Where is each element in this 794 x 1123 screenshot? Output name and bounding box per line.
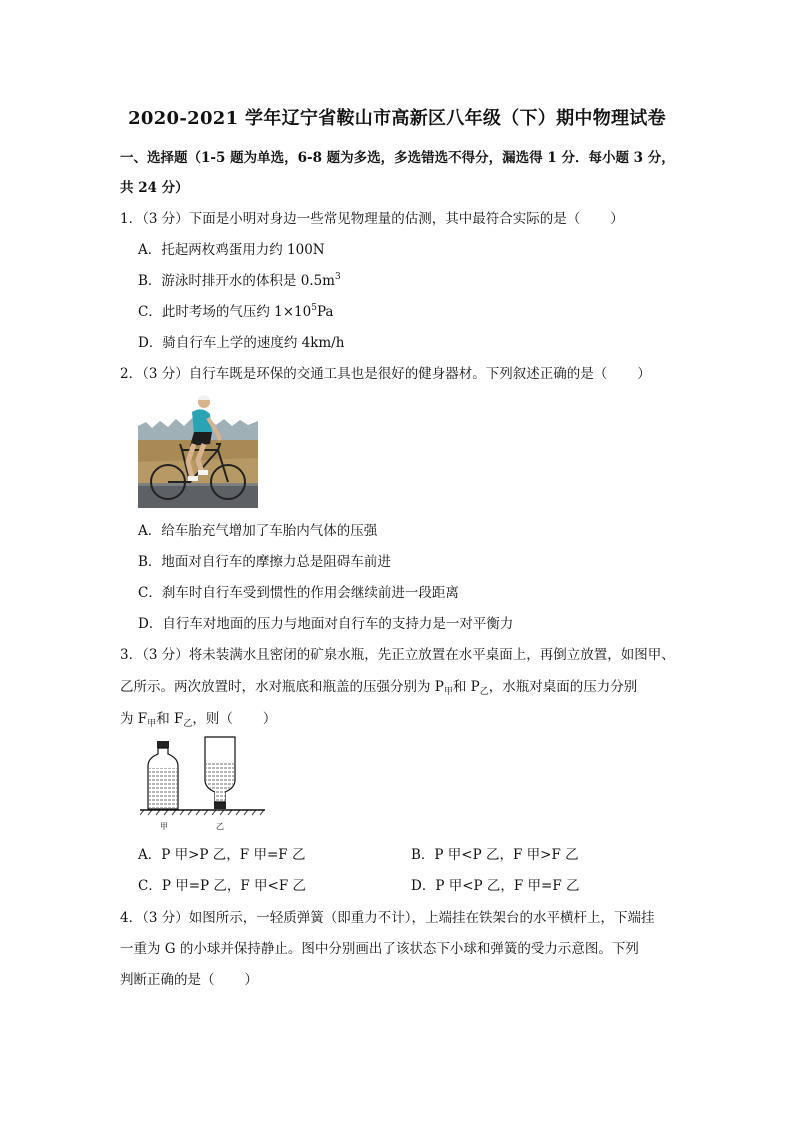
q2-option-d: D．自行车对地面的压力与地面对自行车的支持力是一对平衡力 [138,616,514,632]
q3-option-a: A．P 甲>P 乙，F 甲=F 乙 [138,847,306,863]
q4-stem-line2: 一重为 G 的小球并保持静止。图中分别画出了该状态下小球和弹簧的受力示意图。下列 [120,941,639,957]
page-title: 2020-2021 学年辽宁省鞍山市高新区八年级（下）期中物理试卷 [128,108,666,129]
cyclist-photo [138,388,258,508]
label-jia: 甲 [160,822,168,831]
q1-option-c: C．此时考场的气压约 $1\times 10^5Pa$ [138,303,334,320]
label-yi: 乙 [216,822,224,831]
bottles-figure [140,734,265,832]
q1-option-a: A．托起两枚鸡蛋用力约 100N [138,242,325,258]
q1-option-d: D．骑自行车上学的速度约 4km/h [138,335,345,351]
section-heading-line1: 一、选择题（1-5 题为单选，6-8 题为多选，多选错选不得分，漏选得 1 分．每小题 3 分， [120,150,675,166]
bottle-upright [148,741,178,809]
q3-stem-line3: 为 $F_甲$和 $F_乙$，则（ ） [120,711,277,729]
q2-option-c: C．刹车时自行车受到惯性的作用会继续前进一段距离 [138,585,459,601]
q3-option-b: B．P 甲<P 乙，F 甲>F 乙 [411,847,579,863]
q4-stem-line1: 4．（3 分）如图所示，一轻质弹簧（即重力不计），上端挂在铁架台的水平横杆上，下端挂 [120,910,655,926]
q2-stem: 2．（3 分）自行车既是环保的交通工具也是很好的健身器材。下列叙述正确的是（ ） [120,366,651,382]
q3-stem-line2: 乙所示。两次放置时，水对瓶底和瓶盖的压强分别为 $P_甲$和 $P_乙$，水瓶对桌面的压力分别 [120,679,638,697]
section-heading [120,143,680,203]
q4-stem-line3: 判断正确的是（ ） [120,972,258,988]
q3-option-c: C．P 甲=P 乙，F 甲<F 乙 [138,878,307,894]
q3-option-d: D．P 甲<P 乙，F 甲=F 乙 [411,878,580,894]
q1-stem: 1．（3 分）下面是小明对身边一些常见物理量的估测，其中最符合实际的是（ ） [120,211,624,227]
bottle-inverted [205,737,235,809]
q2-option-b: B．地面对自行车的摩擦力总是阻碍车前进 [138,554,391,570]
section-heading-line2: 共 24 分） [120,180,189,196]
q3-stem-line1: 3．（3 分）将未装满水且密闭的矿泉水瓶，先正立放置在水平桌面上，再倒立放置，如图甲、 [120,647,675,663]
q2-option-a: A．给车胎充气增加了车胎内气体的压强 [138,523,378,539]
q1-option-b: B．游泳时排开水的体积是 $0.5m^3$ [138,272,341,289]
